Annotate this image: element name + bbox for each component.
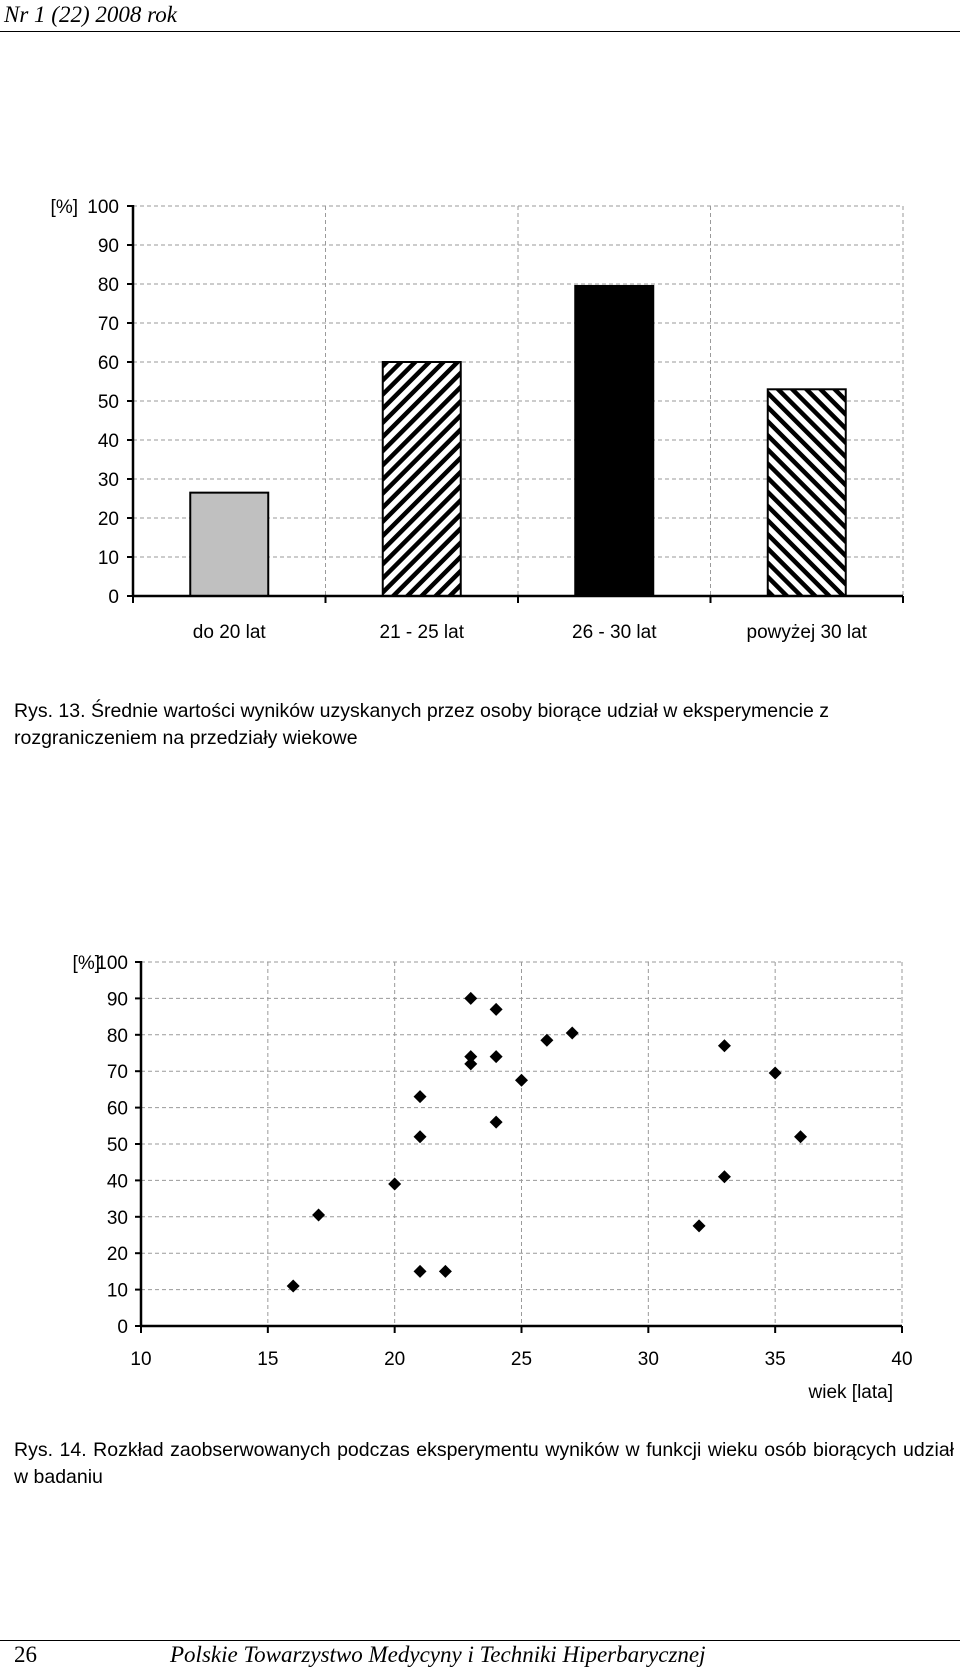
scatter-point: [794, 1130, 807, 1143]
scatter-point: [287, 1279, 300, 1292]
bar-y-tick-label: 80: [97, 275, 119, 296]
bar-3: [575, 286, 653, 596]
scatter-x-tick-label: 30: [637, 1349, 659, 1370]
scatter-y-tick-label: 0: [117, 1317, 128, 1338]
scatter-x-tick-label: 35: [764, 1349, 786, 1370]
scatter-point: [414, 1090, 427, 1103]
scatter-y-tick-label: 90: [106, 989, 128, 1011]
scatter-point: [464, 992, 477, 1005]
scatter-y-tick-label: 20: [106, 1244, 128, 1266]
scatter-point: [718, 1170, 731, 1183]
footer-rule: [0, 1640, 960, 1641]
scatter-x-tick-label: 40: [891, 1349, 913, 1370]
journal-issue-title: Nr 1 (22) 2008 rok: [4, 2, 177, 27]
bar-y-tick-label: 10: [97, 548, 119, 569]
scatter-x-tick-label: 15: [257, 1349, 279, 1370]
scatter-y-tick-label: 70: [106, 1062, 128, 1084]
scatter-point: [312, 1208, 325, 1221]
scatter-point: [566, 1026, 579, 1039]
scatter-point: [490, 1050, 503, 1063]
scatter-y-tick-label: 40: [106, 1171, 128, 1193]
scatter-point: [388, 1178, 401, 1191]
figure-14-caption: Rys. 14. Rozkład zaobserwowanych podczas eksperymentu wyników w funkcji wieku osób biorących udział w badaniu: [14, 1439, 954, 1488]
bar-y-tick-label: 50: [97, 392, 119, 413]
bar-y-tick-label: 30: [97, 470, 119, 491]
bar-y-tick-label: 90: [97, 236, 119, 257]
bar-y-tick-label: 100: [87, 197, 119, 218]
scatter-y-tick-label: 30: [106, 1207, 128, 1229]
scatter-point: [693, 1219, 706, 1232]
scatter-point: [439, 1265, 452, 1278]
bar-y-tick-label: 20: [97, 509, 119, 530]
bar-category-label: 26 - 30 lat: [572, 622, 657, 643]
bar-category-label: do 20 lat: [192, 622, 266, 643]
scatter-y-tick-label: 100: [96, 953, 128, 974]
page-header: [0, 0, 960, 32]
page-number: 26: [14, 1642, 37, 1667]
figure-13-caption: Rys. 13. Średnie wartości wyników uzyskanych przez osoby biorące udział w eksperymencie z rozgraniczeniem na przedziały wiekowe: [14, 700, 830, 749]
scatter-y-tick-label: 60: [106, 1098, 128, 1120]
scatter-y-tick-label: 10: [106, 1280, 128, 1302]
bar-y-tick-label: 60: [97, 353, 119, 374]
scatter-point: [769, 1067, 782, 1080]
scatter-point: [414, 1265, 427, 1278]
scatter-x-tick-label: 20: [384, 1349, 406, 1370]
bar-y-tick-label: 0: [108, 587, 119, 608]
bar-y-tick-label: 40: [97, 431, 119, 452]
scatter-y-tick-label: 80: [106, 1025, 128, 1047]
scatter-x-tick-label: 10: [130, 1349, 152, 1370]
scatter-y-tick-label: 50: [106, 1135, 128, 1156]
scatter-y-axis-label: [%]: [72, 953, 100, 974]
scatter-x-axis-label: wiek [lata]: [808, 1382, 893, 1403]
bar-category-label: 21 - 25 lat: [379, 622, 464, 643]
bar-y-tick-label: 70: [97, 314, 119, 335]
bar-4: [768, 389, 846, 596]
scatter-point: [414, 1130, 427, 1143]
bar-category-label: powyżej 30 lat: [746, 622, 867, 643]
scatter-point: [718, 1039, 731, 1052]
scatter-point: [490, 1116, 503, 1129]
scatter-point: [490, 1003, 503, 1016]
bar-y-axis-label: [%]: [50, 197, 78, 218]
bar-1: [190, 493, 268, 596]
scatter-x-tick-label: 25: [510, 1349, 533, 1370]
bar-2: [383, 362, 461, 596]
scatter-point: [464, 1050, 477, 1063]
bar-chart: [0, 180, 960, 650]
journal-name: Polskie Towarzystwo Medycyny i Techniki Hiperbarycznej: [170, 1642, 706, 1667]
scatter-chart: [0, 940, 960, 1410]
scatter-point: [515, 1074, 528, 1087]
scatter-point: [540, 1034, 553, 1047]
